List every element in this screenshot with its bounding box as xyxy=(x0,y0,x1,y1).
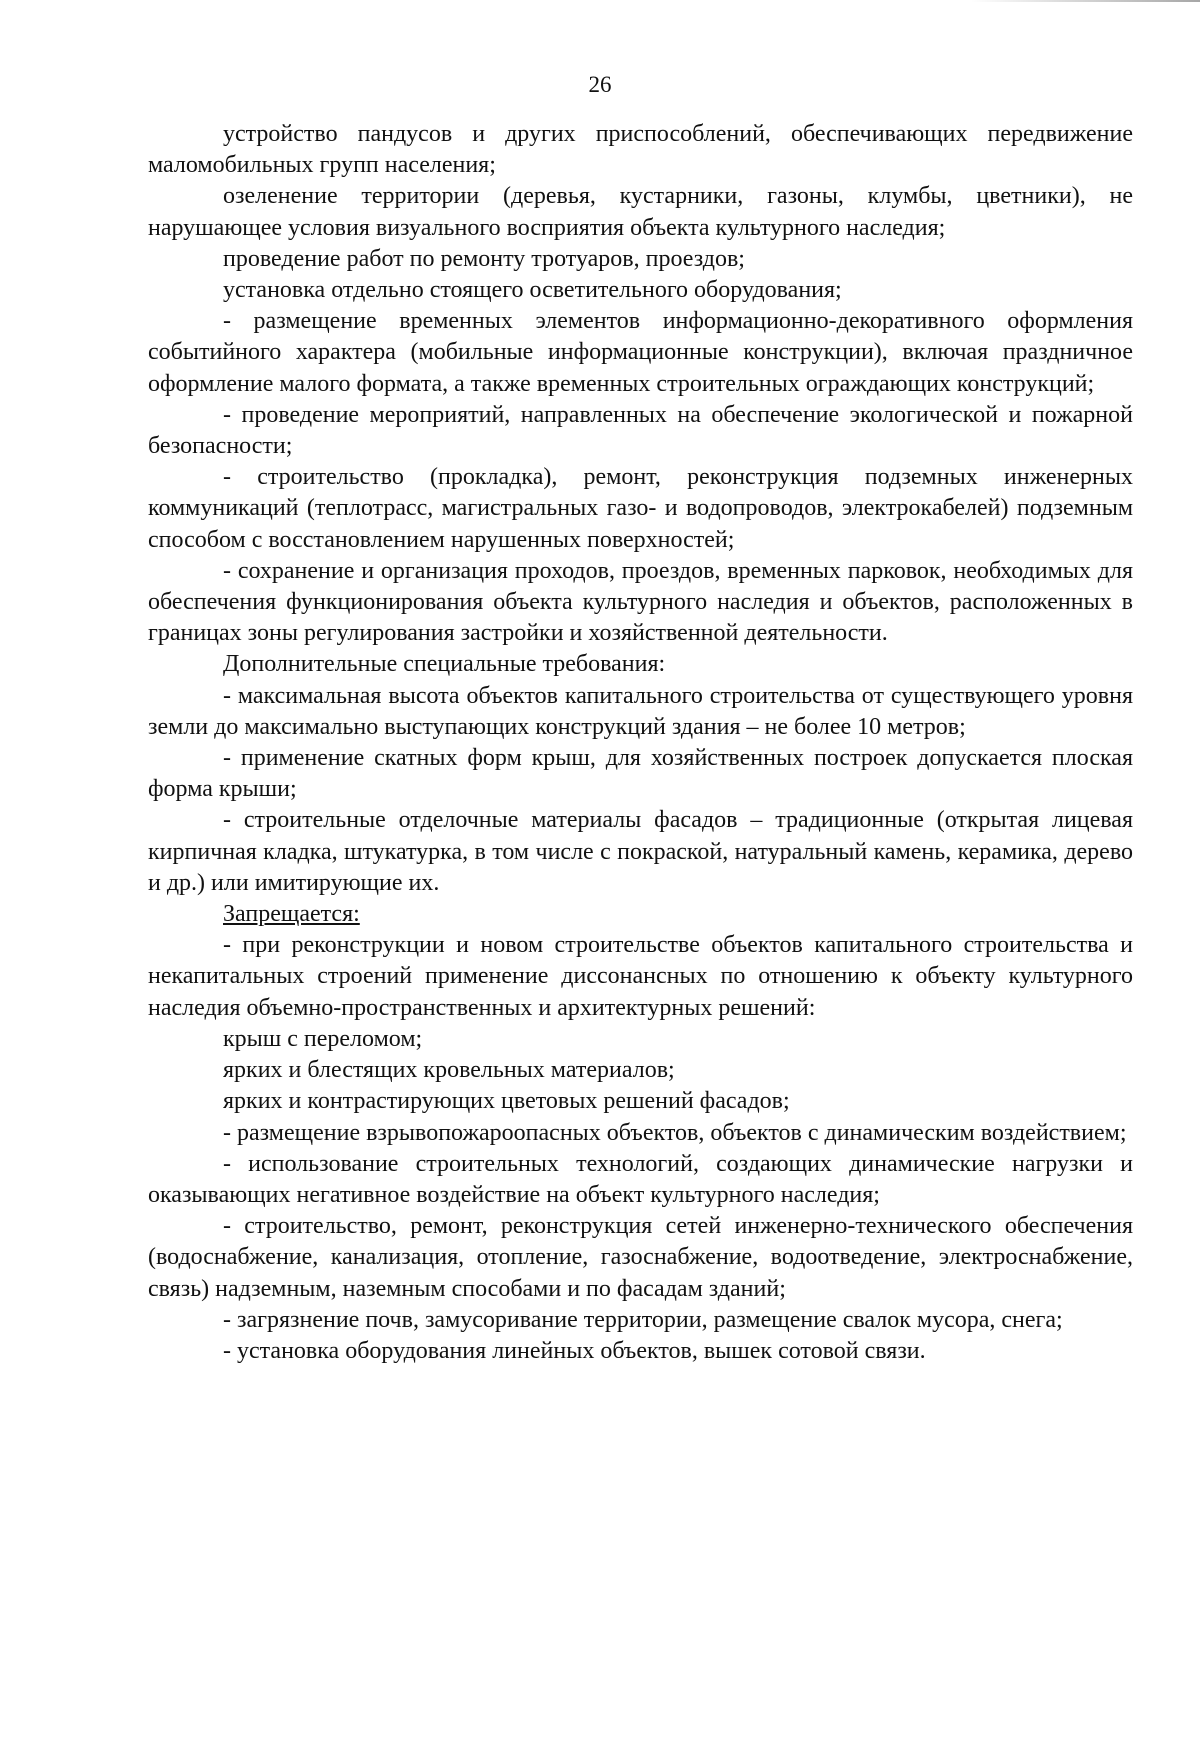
paragraph: - строительство (прокладка), ремонт, реконструкция подземных инженерных коммуникаций (теплотрасс, магистральных газо- и водопроводов, электрокабелей) подземным способом с восстановлением нарушенных поверхностей; xyxy=(148,464,1133,553)
prohibitions-heading-text: Запрещается: xyxy=(223,901,360,928)
scan-edge-line xyxy=(970,0,1200,2)
paragraph: крыш с переломом; xyxy=(223,1025,423,1052)
paragraph: - строительные отделочные материалы фасадов – традиционные (открытая лицевая кирпичная кладка, штукатурка, в том числе с покраской, натуральный камень, керамика, дерево и др.) или имитирующие их. xyxy=(148,807,1133,896)
paragraph: - размещение взрывопожароопасных объектов, объектов с динамическим воздействием; xyxy=(223,1119,1127,1146)
paragraph: озеленение территории (деревья, кустарники, газоны, клумбы, цветники), не нарушающее условия визуального восприятия объекта культурного наследия; xyxy=(148,183,1133,241)
paragraph: - проведение мероприятий, направленных на обеспечение экологической и пожарной безопасности; xyxy=(148,401,1133,460)
paragraph: устройство пандусов и других приспособлений, обеспечивающих передвижение маломобильных групп населения; xyxy=(148,121,1133,179)
paragraph: - сохранение и организация проходов, проездов, временных парковок, необходимых для обеспечения функционирования объекта культурного наследия и объектов, расположенных в границах зоны регулирования застройки и хозяйственной деятельности. xyxy=(148,557,1133,647)
section-heading: Дополнительные специальные требования: xyxy=(223,651,666,678)
prohibitions-heading xyxy=(148,899,1133,930)
document-body xyxy=(148,119,1133,1367)
page-number: 26 xyxy=(588,72,612,97)
paragraph: - при реконструкции и новом строительстве объектов капитального строительства и некапитальных строений применение диссонансных по отношению к объекту культурного наследия объемно-пространственных и архитектурных решений: xyxy=(148,932,1133,1021)
paragraph: проведение работ по ремонту тротуаров, проездов; xyxy=(223,245,745,272)
paragraph: - размещение временных элементов информационно-декоративного оформления событийного характера (мобильные информационные конструкции), включая праздничное оформление малого формата, а также временных строительных ограждающих конструкций; xyxy=(148,308,1133,397)
paragraph: - максимальная высота объектов капитального строительства от существующего уровня земли до максимально выступающих конструкций здания – не более 10 метров; xyxy=(148,682,1133,740)
paragraph: - применение скатных форм крыш, для хозяйственных построек допускается плоская форма крыши; xyxy=(148,745,1133,803)
paragraph: ярких и контрастирующих цветовых решений фасадов; xyxy=(223,1088,790,1115)
paragraph: - строительство, ремонт, реконструкция сетей инженерно-технического обеспечения (водоснабжение, канализация, отопление, газоснабжение, водоотведение, электроснабжение, связь) надземным, наземным способами и по фасадам зданий; xyxy=(148,1213,1133,1302)
paragraph: ярких и блестящих кровельных материалов; xyxy=(223,1057,675,1084)
paragraph: - использование строительных технологий, создающих динамические нагрузки и оказывающих негативное воздействие на объект культурного наследия; xyxy=(148,1150,1133,1208)
paragraph: установка отдельно стоящего осветительного оборудования; xyxy=(223,277,842,304)
paragraph: - загрязнение почв, замусоривание территории, размещение свалок мусора, снега; xyxy=(223,1306,1063,1333)
paragraph: - установка оборудования линейных объектов, вышек сотовой связи. xyxy=(223,1337,926,1364)
